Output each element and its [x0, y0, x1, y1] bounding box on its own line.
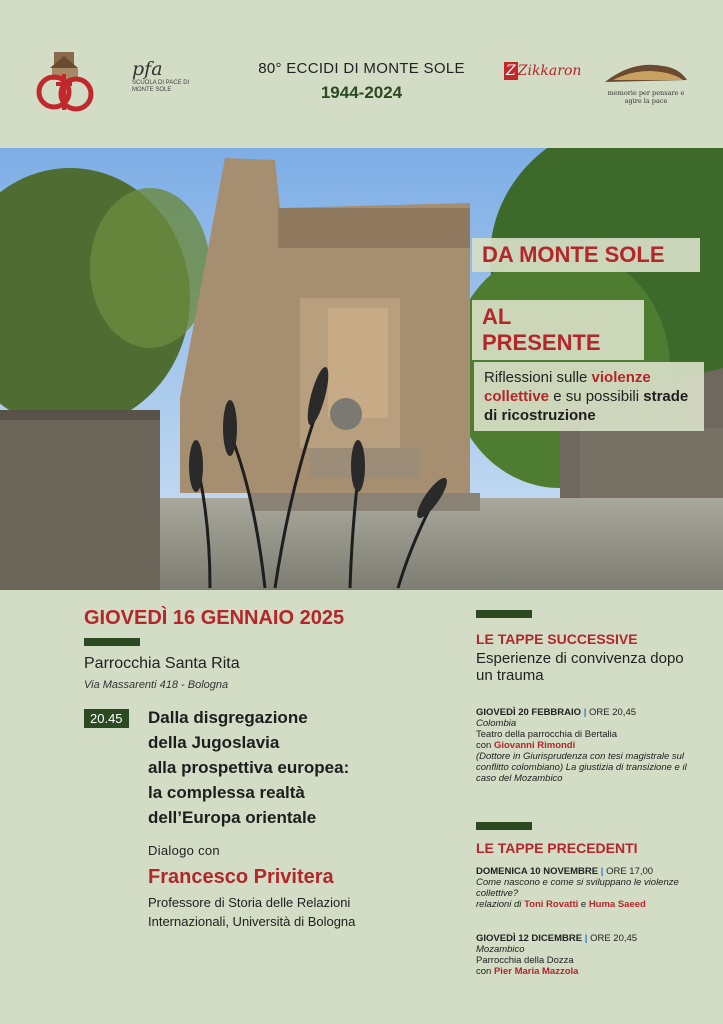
- pfa-logo-text: pfa: [132, 58, 163, 80]
- zikkaron-logo: [504, 62, 581, 80]
- main-event-date: GIOVEDÌ 16 GENNAIO 2025: [84, 607, 345, 629]
- mountain-icon: [603, 58, 689, 84]
- divider-bar: [84, 638, 140, 646]
- main-event-address: Via Massarenti 418 - Bologna: [84, 679, 229, 691]
- banner-subtitle: Riflessioni sulle violenze collettive e su possibili strade di ricostruzione: [474, 362, 704, 431]
- main-event-title: Dalla disgregazione della Jugoslavia alla prospettiva europea: la complessa realtà dell’Europa orientale: [148, 708, 350, 827]
- memorie-logo: [600, 58, 692, 105]
- event-item: GIOVEDÌ 20 FEBBRAIO | ORE 20,45 Colombia Teatro della parrocchia di Bertalia con Giovanni Rimondi (Dottore in Giurisprudenza con tesi magistrale sul conflitto colombiano) La giustizia di transizione e il caso del Mozambico: [476, 707, 687, 784]
- event-item: DOMENICA 10 NOVEMBRE | ORE 17,00 Come nascono e come si sviluppano le violenze collettive? relazioni di Toni Rovatti e Huma Saeed: [476, 866, 679, 910]
- zikkaron-logo-text: Zikkaron: [517, 63, 582, 79]
- pfa-logo-sub: SCUOLA DI PACE DI MONTE SOLE: [132, 80, 190, 93]
- dialogo-label: Dialogo con: [148, 843, 220, 858]
- main-event-venue: Parrocchia Santa Rita: [84, 655, 240, 672]
- divider-bar: [476, 610, 532, 618]
- speaker-name: Francesco Privitera: [148, 866, 334, 888]
- header-title: 80° ECCIDI DI MONTE SOLE: [258, 60, 465, 77]
- successive-heading: LE TAPPE SUCCESSIVE: [476, 631, 638, 647]
- divider-bar: [476, 822, 532, 830]
- memorie-logo-text: memorie per pensare e agire la pace: [607, 89, 685, 105]
- event-item: GIOVEDÌ 12 DICEMBRE | ORE 20,45 Mozambico Parrocchia della Dozza con Pier Maria Mazzola: [476, 933, 638, 977]
- precedenti-heading: LE TAPPE PRECEDENTI: [476, 840, 638, 856]
- speaker-role: Professore di Storia delle Relazioni Internazionali, Università di Bologna: [148, 895, 356, 929]
- header-years: 1944-2024: [320, 83, 403, 102]
- zikkaron-z-icon: Z: [506, 63, 516, 79]
- successive-subtitle: Esperienze di convivenza dopo un trauma: [476, 650, 684, 684]
- banner-line-1: DA MONTE SOLE: [472, 238, 700, 272]
- main-event-time-badge: 20.45: [84, 709, 129, 728]
- banner-line-2: AL PRESENTE: [472, 300, 644, 360]
